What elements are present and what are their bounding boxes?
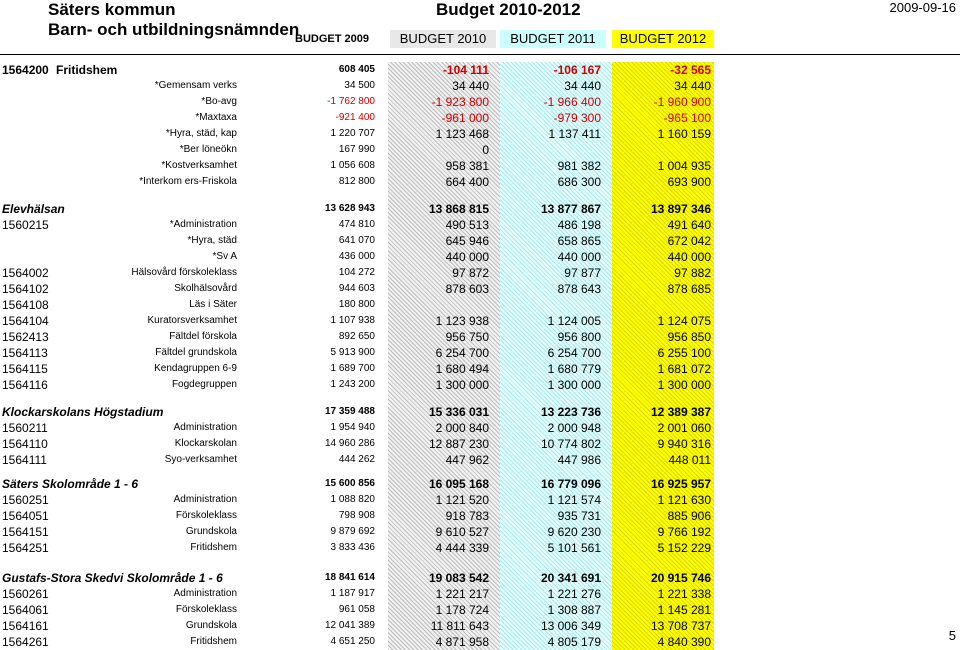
table-row	[0, 634, 960, 650]
budget-2011-value: -106 167	[553, 63, 601, 77]
budget-2010-value: 1 123 468	[435, 127, 489, 141]
budget-2012-value: 440 000	[667, 250, 711, 264]
budget-2010-value: 1 123 938	[435, 314, 489, 328]
account-code: 1564161	[2, 619, 49, 633]
budget-2009-value: 474 810	[338, 219, 375, 230]
budget-2010-value: 1 680 494	[435, 362, 489, 376]
budget-2012-value: 6 255 100	[657, 346, 711, 360]
budget-2011-value: 1 680 779	[547, 362, 601, 376]
budget-2011-value: -979 300	[553, 111, 601, 125]
table-row	[0, 265, 960, 281]
account-code: 1564061	[2, 603, 49, 617]
budget-2011-value: 1 308 887	[547, 603, 601, 617]
budget-2012-value: -1 960 900	[653, 95, 711, 109]
row-label: Administration	[173, 588, 237, 599]
account-code: 1564251	[2, 541, 49, 555]
table-row	[0, 281, 960, 297]
budget-2010-value: 958 381	[445, 159, 489, 173]
budget-2012-value: 1 145 281	[657, 603, 711, 617]
budget-2012-value: 1 681 072	[657, 362, 711, 376]
account-code: 1560251	[2, 493, 49, 507]
row-label: Kuratorsverksamhet	[147, 315, 237, 326]
budget-2011-value: 658 865	[557, 234, 601, 248]
budget-2012-value: 2 001 060	[657, 421, 711, 435]
row-label: Fogdegruppen	[171, 379, 237, 390]
budget-2012-value: 693 900	[667, 175, 711, 189]
section-name: Klockarskolans Högstadium	[2, 405, 164, 419]
section-row	[0, 404, 960, 420]
budget-2012-value: 1 124 075	[657, 314, 711, 328]
page-subtitle: Barn- och utbildningsnämnden	[48, 20, 300, 39]
budget-2009-value: 1 954 940	[330, 422, 375, 433]
table-row	[0, 126, 960, 142]
budget-2009-value: 608 405	[338, 64, 375, 75]
row-label: Administration	[173, 422, 237, 433]
budget-2012-value: 1 160 159	[657, 127, 711, 141]
budget-2012-value: 20 915 746	[650, 571, 711, 585]
budget-2012-value: 448 011	[668, 453, 711, 467]
budget-2011-value: 6 254 700	[547, 346, 601, 360]
row-label: Syo-verksamhet	[164, 454, 237, 465]
budget-2010-value: 12 887 230	[428, 437, 489, 451]
budget-2009-value: 1 187 917	[330, 588, 375, 599]
row-label: Hälsovård förskoleklass	[131, 267, 237, 278]
account-code: 1564200	[2, 63, 49, 77]
section-row	[0, 476, 960, 492]
page-number: 5	[948, 628, 956, 643]
account-name: Fritidshem	[56, 63, 118, 77]
account-code: 1564108	[2, 298, 49, 312]
table-row	[0, 313, 960, 329]
account-code: 1564151	[2, 525, 49, 539]
budget-2011-value: 486 198	[557, 218, 601, 232]
budget-2012-value: 12 389 387	[650, 405, 711, 419]
budget-2010-value: 1 300 000	[435, 378, 489, 392]
budget-2012-value: 878 685	[667, 282, 711, 296]
budget-2011-value: 1 121 574	[547, 493, 601, 507]
budget-2011-value: 4 805 179	[547, 635, 601, 649]
budget-2012-value: 1 300 000	[657, 378, 711, 392]
account-code: 1564113	[2, 346, 48, 360]
row-label: Skolhälsovård	[174, 283, 237, 294]
budget-2011-value: 686 300	[557, 175, 601, 189]
budget-2010-value: 490 513	[445, 218, 489, 232]
budget-2009-value: 3 833 436	[330, 542, 375, 553]
row-label: *Hyra, städ	[187, 235, 237, 246]
budget-2010-value: 15 336 031	[428, 405, 489, 419]
budget-2009-value: 9 879 692	[330, 526, 375, 537]
budget-2009-value: 798 908	[338, 510, 375, 521]
budget-2009-value: 4 651 250	[330, 636, 375, 647]
budget-2009-value: 14 960 286	[324, 438, 375, 449]
budget-2009-value: 641 070	[338, 235, 375, 246]
budget-2009-value: 5 913 900	[330, 347, 375, 358]
account-code: 1564104	[2, 314, 49, 328]
row-label: *Kostverksamhet	[161, 160, 237, 171]
budget-2012-value: 13 708 737	[650, 619, 711, 633]
column-header-budget-2010: BUDGET 2010	[390, 30, 496, 48]
budget-2009-value: 104 272	[338, 267, 375, 278]
row-label: *Maxtaxa	[195, 112, 237, 123]
account-code: 1562413	[2, 330, 49, 344]
budget-2012-value: 885 906	[667, 509, 711, 523]
account-code: 1564261	[2, 635, 49, 649]
row-label: *Hyra, städ, kap	[165, 128, 237, 139]
row-label: Läs i Säter	[189, 299, 237, 310]
budget-2011-value: 34 440	[564, 79, 601, 93]
budget-2010-value: 97 872	[452, 266, 489, 280]
budget-2011-value: 16 779 096	[540, 477, 601, 491]
budget-2011-value: 20 341 691	[540, 571, 601, 585]
budget-2012-value: 97 882	[674, 266, 711, 280]
budget-2009-value: 12 041 389	[324, 620, 375, 631]
budget-2010-value: 9 610 527	[435, 525, 489, 539]
budget-2011-value: 1 137 411	[548, 127, 601, 141]
budget-2010-value: 1 221 217	[435, 587, 489, 601]
table-row	[0, 540, 960, 556]
budget-2009-value: 1 088 820	[330, 494, 375, 505]
account-code: 1564116	[2, 378, 48, 392]
row-label: *Bo-avg	[201, 96, 237, 107]
table-row	[0, 110, 960, 126]
budget-2012-value: 1 221 338	[657, 587, 711, 601]
budget-2009-value: 1 220 707	[330, 128, 375, 139]
table-row	[0, 586, 960, 602]
budget-2009-value: 18 841 614	[324, 572, 375, 583]
budget-2010-value: 645 946	[445, 234, 489, 248]
budget-2011-value: -1 966 400	[543, 95, 601, 109]
row-label: *Sv A	[212, 251, 237, 262]
row-label: Klockarskolan	[174, 438, 237, 449]
budget-2012-value: -965 100	[663, 111, 711, 125]
table-row	[0, 297, 960, 313]
budget-2010-value: -1 923 800	[431, 95, 489, 109]
table-row	[0, 420, 960, 436]
budget-2012-value: 13 897 346	[650, 202, 711, 216]
budget-2012-value: 9 940 316	[657, 437, 711, 451]
row-label: *Ber löneökn	[179, 144, 237, 155]
column-header-budget-2011: BUDGET 2011	[500, 30, 606, 48]
budget-2011-value: 13 223 736	[540, 405, 601, 419]
budget-2010-value: -104 111	[442, 63, 489, 77]
row-label: Fritidshem	[190, 542, 237, 553]
budget-2009-value: 1 243 200	[330, 379, 375, 390]
account-code: 1560215	[2, 218, 49, 232]
row-label: *Gemensam verks	[154, 80, 237, 91]
budget-2010-value: 4 871 958	[435, 635, 489, 649]
budget-2011-value: 447 986	[557, 453, 601, 467]
budget-2010-value: 0	[482, 143, 489, 157]
table-row	[0, 377, 960, 393]
budget-2011-value: 13 877 867	[540, 202, 601, 216]
budget-2009-value: 13 628 943	[324, 203, 375, 214]
row-label: Grundskola	[185, 620, 237, 631]
budget-2011-value: 2 000 948	[547, 421, 601, 435]
budget-2010-value: 1 178 724	[435, 603, 489, 617]
table-row	[0, 233, 960, 249]
budget-2009-value: 1 689 700	[330, 363, 375, 374]
row-label: *Interkom ers-Friskola	[139, 176, 237, 187]
budget-2011-value: 5 101 561	[547, 541, 601, 555]
budget-2010-value: 13 868 815	[428, 202, 489, 216]
account-code: 1560261	[2, 587, 49, 601]
table-row	[0, 436, 960, 452]
table-row	[0, 508, 960, 524]
budget-2010-value: 19 083 542	[428, 571, 489, 585]
budget-2010-value: 878 603	[445, 282, 489, 296]
budget-2010-value: 2 000 840	[435, 421, 489, 435]
budget-2012-value: 5 152 229	[657, 541, 711, 555]
budget-2012-value: 34 440	[674, 79, 711, 93]
table-row	[0, 492, 960, 508]
budget-2012-value: 1 004 935	[657, 159, 711, 173]
table-row	[0, 618, 960, 634]
budget-2010-value: 6 254 700	[435, 346, 489, 360]
budget-2010-value: 918 783	[445, 509, 489, 523]
table-row	[0, 345, 960, 361]
table-row	[0, 602, 960, 618]
table-row	[0, 62, 960, 78]
budget-2010-value: 16 095 168	[428, 477, 489, 491]
document-date: 2009-09-16	[889, 0, 956, 15]
page-title: Säters kommun	[48, 0, 176, 19]
budget-2010-value: 440 000	[445, 250, 489, 264]
budget-2011-value: 1 124 005	[547, 314, 601, 328]
budget-2011-value: 956 800	[557, 330, 601, 344]
budget-2009-value: 17 359 488	[324, 406, 375, 417]
row-label: Förskoleklass	[175, 510, 237, 521]
budget-2012-value: 16 925 957	[650, 477, 711, 491]
budget-2009-value: 961 058	[338, 604, 375, 615]
table-row	[0, 361, 960, 377]
budget-2010-value: 11 811 643	[430, 619, 489, 633]
budget-2011-value: 9 620 230	[547, 525, 601, 539]
budget-2009-value: 1 056 608	[330, 160, 375, 171]
budget-2010-value: 4 444 339	[435, 541, 489, 555]
budget-2012-value: 956 850	[667, 330, 711, 344]
account-code: 1564051	[2, 509, 49, 523]
section-row	[0, 201, 960, 217]
column-header-budget-2009: BUDGET 2009	[295, 33, 369, 45]
section-row	[0, 570, 960, 586]
section-name: Elevhälsan	[2, 202, 65, 216]
budget-2010-value: 664 400	[445, 175, 489, 189]
budget-2011-value: 13 006 349	[540, 619, 601, 633]
budget-2009-value: -921 400	[335, 112, 375, 123]
account-code: 1564110	[2, 437, 48, 451]
section-name: Säters Skolområde 1 - 6	[2, 477, 139, 491]
budget-2011-value: 878 643	[557, 282, 601, 296]
account-code: 1564102	[2, 282, 49, 296]
budget-2009-value: 167 990	[338, 144, 375, 155]
budget-2009-value: 1 107 938	[330, 315, 375, 326]
table-row	[0, 142, 960, 158]
budget-2011-value: 440 000	[557, 250, 601, 264]
budget-2009-value: 812 800	[338, 176, 375, 187]
budget-2009-value: 944 603	[338, 283, 375, 294]
budget-2012-value: 491 640	[667, 218, 711, 232]
row-label: Kendagruppen 6-9	[154, 363, 237, 374]
section-name: Gustafs-Stora Skedvi Skolområde 1 - 6	[2, 571, 223, 585]
budget-2009-value: 892 650	[338, 331, 375, 342]
table-row	[0, 524, 960, 540]
budget-2012-value: 672 042	[667, 234, 711, 248]
table-row	[0, 158, 960, 174]
account-code: 1564002	[2, 266, 49, 280]
budget-2012-value: 9 766 192	[657, 525, 711, 539]
budget-2010-value: 447 962	[445, 453, 489, 467]
table-row	[0, 329, 960, 345]
row-label: Fritidshem	[190, 636, 237, 647]
row-label: Förskoleklass	[175, 604, 237, 615]
budget-2011-value: 1 300 000	[547, 378, 601, 392]
account-code: 1564111	[2, 453, 47, 467]
table-row	[0, 217, 960, 233]
table-row	[0, 78, 960, 94]
budget-2010-value: 34 440	[452, 79, 489, 93]
table-row	[0, 249, 960, 265]
row-label: Grundskola	[185, 526, 237, 537]
row-label: Administration	[173, 494, 237, 505]
budget-2009-value: 444 262	[338, 454, 375, 465]
budget-2009-value: 34 500	[344, 80, 375, 91]
document-heading: Budget 2010-2012	[436, 0, 581, 19]
budget-2010-value: 1 121 520	[435, 493, 489, 507]
account-code: 1564115	[2, 362, 48, 376]
table-row	[0, 94, 960, 110]
budget-2011-value: 97 877	[564, 266, 601, 280]
column-header-budget-2012: BUDGET 2012	[612, 30, 714, 48]
budget-2010-value: 956 750	[445, 330, 489, 344]
account-code: 1560211	[2, 421, 48, 435]
budget-2010-value: -961 000	[441, 111, 489, 125]
row-label: Fältdel förskola	[169, 331, 237, 342]
row-label: Fältdel grundskola	[155, 347, 237, 358]
budget-2009-value: 15 600 856	[324, 478, 375, 489]
budget-2011-value: 981 382	[557, 159, 601, 173]
budget-2011-value: 1 221 276	[547, 587, 601, 601]
budget-2009-value: 436 000	[338, 251, 375, 262]
budget-2012-value: 1 121 630	[657, 493, 711, 507]
budget-2012-value: -32 565	[670, 63, 711, 77]
budget-2011-value: 935 731	[557, 509, 601, 523]
budget-2011-value: 10 774 802	[540, 437, 601, 451]
table-row	[0, 452, 960, 468]
table-row	[0, 174, 960, 190]
budget-2012-value: 4 840 390	[657, 635, 711, 649]
budget-2009-value: 180 800	[338, 299, 375, 310]
row-label: *Administration	[169, 219, 237, 230]
budget-2009-value: -1 762 800	[327, 96, 375, 107]
